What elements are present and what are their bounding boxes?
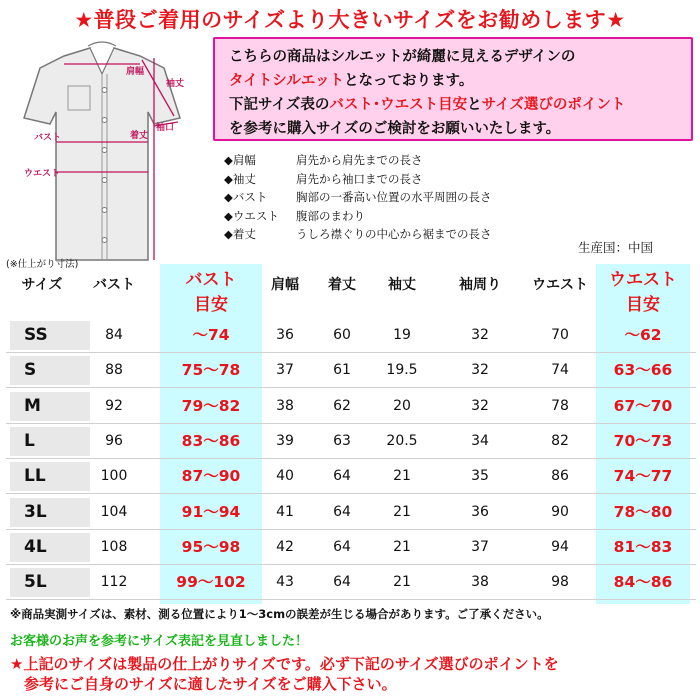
notice-bust-waist-guide: バスト･ウエスト目安: [329, 97, 468, 113]
definition-desc: 胸部の一番高い位置の水平周囲の長さ: [296, 190, 492, 204]
row-separator: [6, 564, 696, 565]
header-bust: バスト: [93, 277, 135, 293]
size-cell: 5L: [10, 568, 90, 597]
cell-waist-guide: 81～83: [613, 538, 673, 556]
cell-waist-guide: 78～80: [613, 503, 673, 521]
header-bust-guide-line1: バスト: [185, 270, 237, 290]
cell-sleeve-circ: 34: [471, 433, 489, 449]
size-cell: LL: [10, 462, 90, 491]
measurement-note: ※商品実測サイズは、素材、測る位置により1～3cmの誤差が生じる場合があります。ご了承ください。: [10, 607, 549, 621]
row-separator: [6, 529, 696, 530]
shirt-diagram: [14, 34, 190, 270]
label-waist: ウエスト: [24, 169, 61, 179]
cell-length: 64: [333, 539, 351, 555]
cell-waist: 90: [551, 504, 569, 520]
definition-desc: 肩先から肩先までの長さ: [296, 153, 423, 167]
cell-sleeve-circ: 36: [471, 504, 489, 520]
notice-line-1: こちらの商品はシルエットが綺麗に見えるデザインの: [229, 49, 576, 65]
label-bust: バスト: [34, 133, 62, 143]
notice-line-3: [229, 93, 625, 114]
cell-sleeve: 21: [393, 574, 411, 590]
size-cell: L: [10, 427, 90, 456]
cell-waist-guide: 63～66: [613, 361, 673, 379]
cell-waist: 98: [551, 574, 569, 590]
measurement-definitions: [224, 152, 492, 245]
cell-shoulder: 39: [276, 433, 294, 449]
definition-key: ◆ウエスト: [224, 208, 279, 223]
cell-waist: 82: [551, 433, 569, 449]
header-length: 着丈: [328, 277, 356, 293]
cell-sleeve: 20.5: [386, 433, 418, 449]
cell-bust-guide: 75～78: [181, 361, 241, 379]
final-note-line1: ★上記のサイズは製品の仕上がりサイズです。必ず下記のサイズ選びのポイントを: [10, 655, 559, 673]
notice-tight-silhouette: タイトシルエット: [229, 73, 345, 89]
notice-line-2-rest: となっております。: [344, 73, 474, 89]
cell-waist-guide: ～62: [624, 326, 662, 344]
cell-waist: 70: [551, 327, 569, 343]
definition-row: [224, 152, 492, 171]
header-size: サイズ: [21, 277, 63, 293]
cell-length: 64: [333, 504, 351, 520]
definition-desc: 肩先から袖口までの長さ: [296, 171, 423, 186]
header-bust-guide-line2: 目安: [194, 295, 228, 315]
cell-waist: 86: [551, 468, 569, 484]
definition-row: [224, 226, 492, 245]
size-cell: SS: [10, 321, 90, 350]
header-waist-guide: [596, 268, 690, 318]
notice-line-4: を参考に購入サイズのご検討をお願いいたします。: [229, 121, 561, 137]
cell-bust: 100: [100, 468, 128, 484]
size-cell: 4L: [10, 533, 90, 562]
notice-line-3-pre: 下記サイズ表の: [229, 97, 330, 113]
row-separator: [6, 458, 696, 459]
row-separator: [6, 423, 696, 424]
header-shoulder: 肩幅: [271, 277, 299, 293]
cell-sleeve: 21: [393, 539, 411, 555]
definition-key: ◆肩幅: [224, 153, 256, 167]
cell-sleeve: 20: [393, 398, 411, 414]
cell-bust: 104: [100, 504, 128, 520]
cell-sleeve: 19: [393, 327, 411, 343]
definition-row: [224, 189, 492, 208]
cell-bust: 112: [100, 574, 128, 590]
cell-length: 62: [333, 398, 351, 414]
cell-sleeve-circ: 32: [471, 327, 489, 343]
cell-waist-guide: 67～70: [613, 397, 673, 415]
cell-sleeve-circ: 38: [471, 574, 489, 590]
cell-shoulder: 40: [276, 468, 294, 484]
cell-shoulder: 42: [276, 539, 294, 555]
cell-bust-guide: 79～82: [181, 397, 241, 415]
size-cell: S: [10, 356, 90, 385]
cell-bust-guide: ～74: [192, 326, 230, 344]
cell-bust: 96: [105, 433, 123, 449]
header-waist: ウエスト: [532, 277, 588, 293]
cell-shoulder: 41: [276, 504, 294, 520]
cell-bust: 84: [105, 327, 123, 343]
cell-waist: 78: [551, 398, 569, 414]
header-sleeve-circ: 袖周り: [459, 277, 501, 293]
cell-bust: 108: [100, 539, 128, 555]
final-note: [10, 654, 559, 694]
label-katahaba: 肩幅: [126, 67, 145, 77]
cell-bust-guide: 83～86: [181, 432, 241, 450]
revised-note: お客様のお声を参考にサイズ表記を見直しました！: [10, 634, 308, 649]
definition-desc: 腹部のまわり: [296, 208, 365, 223]
headline: ★普段ご着用のサイズより大きいサイズをお勧めします★: [74, 8, 626, 32]
label-kitake: 着丈: [130, 131, 149, 141]
cell-shoulder: 37: [276, 362, 294, 378]
cell-shoulder: 38: [276, 398, 294, 414]
label-sodeguchi: 袖口: [156, 123, 175, 133]
cell-sleeve-circ: 35: [471, 468, 489, 484]
final-note-line2: 参考にご自身のサイズに適したサイズをご購入下さい。: [24, 675, 397, 693]
cell-bust: 88: [105, 362, 123, 378]
cell-waist-guide: 74～77: [613, 467, 673, 485]
row-separator: [6, 599, 696, 600]
row-separator: [6, 493, 696, 494]
cell-length: 63: [333, 433, 351, 449]
cell-waist-guide: 84～86: [613, 573, 673, 591]
finished-size-note: (※仕上がり寸法): [6, 259, 79, 270]
cell-waist-guide: 70～73: [613, 432, 673, 450]
definition-key: ◆着丈: [224, 227, 256, 241]
cell-sleeve: 19.5: [386, 362, 418, 378]
cell-sleeve-circ: 32: [471, 362, 489, 378]
shirt-illustration: [14, 34, 190, 270]
cell-bust-guide: 91～94: [181, 503, 241, 521]
cell-sleeve-circ: 32: [471, 398, 489, 414]
cell-sleeve: 21: [393, 504, 411, 520]
cell-shoulder: 36: [276, 327, 294, 343]
header-bust-guide: [160, 268, 262, 318]
definition-row: [224, 208, 492, 227]
header-sleeve: 袖丈: [388, 277, 416, 293]
definition-key: ◆袖丈: [224, 171, 256, 186]
notice-size-point: サイズ選びのポイント: [481, 97, 626, 113]
cell-length: 61: [333, 362, 351, 378]
cell-bust-guide: 99～102: [176, 573, 246, 591]
definition-key: ◆バスト: [224, 190, 268, 204]
cell-bust: 92: [105, 398, 123, 414]
definition-row: [224, 171, 492, 190]
header-waist-guide-line1: ウエスト: [609, 270, 677, 290]
header-waist-guide-line2: 目安: [626, 295, 660, 315]
cell-sleeve-circ: 37: [471, 539, 489, 555]
cell-sleeve: 21: [393, 468, 411, 484]
notice-line-3-mid: と: [467, 97, 482, 113]
notice-box: [213, 37, 693, 141]
label-sodetake: 袖丈: [166, 79, 185, 89]
cell-length: 64: [333, 468, 351, 484]
cell-waist: 94: [551, 539, 569, 555]
country-of-origin: 生産国：中国: [578, 240, 654, 255]
size-cell: 3L: [10, 498, 90, 527]
cell-length: 60: [333, 327, 351, 343]
definition-desc: うしろ襟ぐりの中心から裾までの長さ: [296, 227, 492, 241]
size-cell: M: [10, 392, 90, 421]
cell-waist: 74: [551, 362, 569, 378]
cell-bust-guide: 95～98: [181, 538, 241, 556]
row-separator: [6, 387, 696, 388]
cell-shoulder: 43: [276, 574, 294, 590]
cell-bust-guide: 87～90: [181, 467, 241, 485]
cell-length: 64: [333, 574, 351, 590]
notice-line-2: [229, 69, 473, 90]
row-separator: [6, 352, 696, 353]
